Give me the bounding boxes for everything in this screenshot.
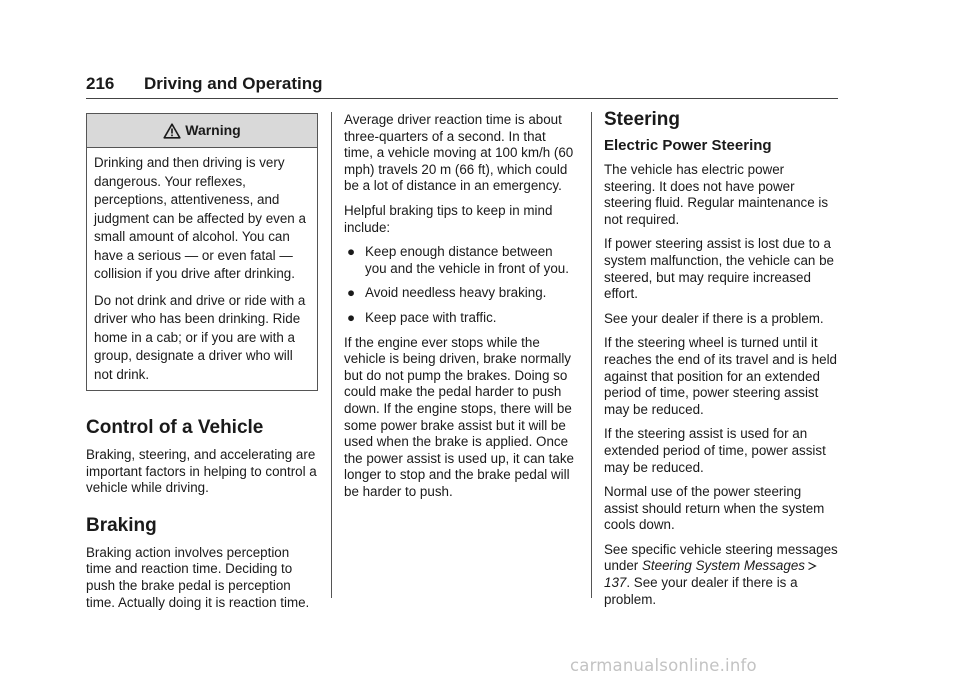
column-2	[344, 112, 576, 508]
warning-box	[86, 113, 318, 391]
braking-paragraph: If the engine ever stops while the vehicle is being driven, brake normally but do not pump the brakes. Doing so could make the pedal harder to push down. If the engine stops, there will be some power brake assist but it will be used when the brake is applied. Once the power assist is used up, it can take longer to stop and the brake pedal will be harder to push.	[344, 334, 574, 499]
steering-paragraph: If the steering assist is used for an extended period of time, power assist may be reduced.	[604, 426, 826, 475]
list-item-text: Keep pace with traffic.	[365, 309, 497, 325]
text-run: . See your dealer if there is a problem.	[604, 575, 798, 607]
bullet-icon: ●	[347, 309, 356, 325]
text-run: See specific vehicle steering messages under	[604, 541, 838, 574]
steering-paragraph	[604, 542, 838, 608]
section-title-braking: Braking	[86, 514, 157, 536]
control-text: Braking, steering, and accelerating are important factors in helping to control a vehicle while driving.	[86, 447, 317, 496]
list-item	[344, 244, 576, 277]
warning-header	[87, 114, 317, 148]
steering-paragraph: The vehicle has electric power steering. It does not have power steering fluid. Regular maintenance is not required.	[604, 162, 829, 227]
list-item-text: Keep enough distance between you and the vehicle in front of you.	[365, 244, 569, 276]
column-divider	[591, 112, 592, 598]
warning-title: Warning	[185, 122, 241, 139]
steering-paragraph: Normal use of the power steering assist should return when the system cools down.	[604, 484, 825, 533]
braking-tips-list	[344, 244, 576, 326]
watermark-text: carmanualsonline.info	[570, 656, 757, 675]
braking-paragraph: Helpful braking tips to keep in mind include:	[344, 202, 553, 235]
column-divider	[331, 112, 332, 598]
section-title-steering: Steering	[604, 109, 681, 130]
page-title: Driving and Operating	[144, 74, 323, 93]
list-item-text: Avoid needless heavy braking.	[365, 285, 547, 301]
steering-paragraph: If power steering assist is lost due to a system malfunction, the vehicle can be steered, but may require increased effort.	[604, 236, 834, 302]
page-reference-icon	[807, 561, 817, 571]
warning-body	[87, 148, 317, 390]
cross-reference-link[interactable]: Steering System Messages	[641, 558, 805, 574]
warning-paragraph: Drinking and then driving is very dangerous. Your reflexes, perceptions, attentiveness, and judgment can be affected by even a small amount of alcohol. You can have a serious — or even fatal — collision if you drive after drinking.	[94, 155, 306, 281]
steering-paragraph: If the steering wheel is turned until it reaches the end of its travel and is held against that position for an extended period of time, power steering assist may be reduced.	[604, 335, 837, 417]
braking-paragraph: Braking action involves perception time and reaction time. Deciding to push the brake pedal is perception time. Actually doing it is reaction time.	[86, 544, 310, 610]
bullet-icon: ●	[347, 285, 356, 301]
subsection-title: Electric Power Steering	[604, 137, 772, 154]
list-item	[344, 285, 576, 302]
warning-icon	[163, 123, 181, 139]
section-title-control: Control of a Vehicle	[86, 417, 264, 438]
cross-reference-page[interactable]: 137	[604, 575, 627, 591]
warning-paragraph: Do not drink and drive or ride with a driver who has been drinking. Ride home in a cab; or if you are with a group, designate a driver who will not drink.	[94, 292, 306, 382]
column-1	[86, 112, 318, 619]
page-header	[86, 72, 838, 99]
steering-paragraph: See your dealer if there is a problem.	[604, 310, 824, 326]
page-number: 216	[86, 74, 115, 93]
list-item	[344, 310, 576, 327]
braking-paragraph: Average driver reaction time is about three-quarters of a second. In that time, a vehicle moving at 100 km/h (60 mph) travels 20 m (66 ft), which could be a lot of distance in an emergency.	[344, 112, 574, 194]
column-3	[604, 109, 838, 616]
bullet-icon: ●	[347, 244, 356, 260]
